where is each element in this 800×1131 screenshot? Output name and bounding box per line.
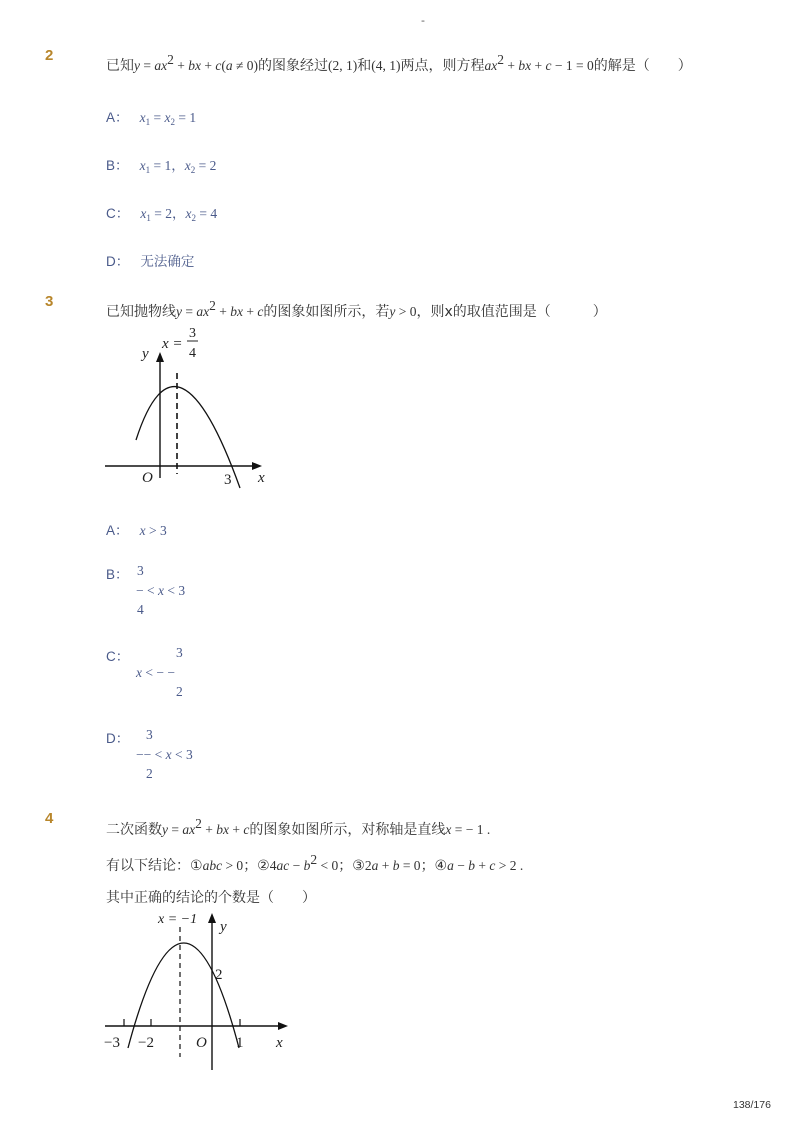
option-value: 无法确定 xyxy=(140,254,195,270)
option-b[interactable] xyxy=(106,154,216,175)
option-a[interactable] xyxy=(106,106,196,127)
option-value: − < x < 3 xyxy=(136,583,186,598)
page-number: 138/176 xyxy=(733,1099,771,1111)
option-value: $x_1 = x_2 = 1$ xyxy=(139,110,197,127)
stem-text: ；④ xyxy=(420,858,448,874)
fraction-denominator: 4 xyxy=(137,602,144,617)
stem-text: ；② xyxy=(243,858,270,874)
fraction-denominator: 2 xyxy=(176,684,183,699)
header-mark: - xyxy=(421,14,425,27)
x-tick-label: 1 xyxy=(236,1035,244,1051)
question-number: 4 xyxy=(45,810,54,827)
option-b[interactable] xyxy=(106,563,226,623)
stem-text: 的图象如图所示，对称轴是直线 xyxy=(249,822,446,838)
option-value: $x_1 = 1$，$x_2 = 2$ xyxy=(139,158,217,175)
option-value: x < − − xyxy=(136,665,175,680)
parabola-curve xyxy=(128,943,239,1048)
stem-text: 的图象如图所示，若 xyxy=(263,304,390,320)
x-axis-label: x xyxy=(258,470,265,486)
question-conclusions: 有以下结论：①abc > 0；②4ac − $b^2 < 0$；③2a + b = 0；④a − b + c > 2 . xyxy=(106,852,524,874)
math-expression: y xyxy=(134,58,140,73)
question-prompt: 其中正确的结论的个数是（ ） xyxy=(106,890,316,906)
parabola-figure xyxy=(100,318,280,498)
parabola-figure xyxy=(100,905,300,1075)
stem-text: ，则x的取值范围是（ ） xyxy=(416,304,607,320)
question-stem: 已知抛物线$y = ax^2$ + bx + c的图象如图所示，若y > 0，则x的取值范围是（ ） xyxy=(106,298,607,320)
axis-of-symmetry-label: x = xyxy=(162,336,183,352)
stem-text: 已知 xyxy=(106,58,134,74)
y-intercept-label: 2 xyxy=(215,967,223,983)
x-tick-label: −3 xyxy=(104,1035,120,1051)
option-label: C： xyxy=(106,206,130,221)
stem-text: 和 xyxy=(357,58,372,74)
x-axis-arrow xyxy=(278,1022,288,1030)
fraction-numerator: 3 xyxy=(176,645,183,660)
option-label: A： xyxy=(106,523,129,538)
stem-text: 的图象经过 xyxy=(258,58,329,74)
fraction-denominator: 4 xyxy=(189,346,196,361)
option-label: B： xyxy=(106,158,129,173)
y-axis-arrow xyxy=(208,913,216,923)
origin-label: O xyxy=(196,1035,207,1051)
origin-label: O xyxy=(142,470,153,486)
stem-text: 两点，则方程 xyxy=(400,58,485,74)
fraction-numerator: 3 xyxy=(189,326,196,341)
option-value: −− < x < 3 xyxy=(136,747,193,762)
x-tick-label: −2 xyxy=(138,1035,154,1051)
x-axis-label: x xyxy=(276,1035,283,1051)
question-number: 2 xyxy=(45,47,54,64)
option-d[interactable] xyxy=(106,727,236,787)
question-stem: 二次函数$y = ax^2$ + bx + c的图象如图所示，对称轴是直线x = − 1 . xyxy=(106,816,491,838)
option-label: D： xyxy=(106,254,130,269)
question-stem: 已知$y = ax^2$ + bx + c(a ≠ 0)的图象经过(2, 1)和(4, 1)两点，则方程$ax^2$ + bx + c − 1 = 0的解是（ ） xyxy=(106,52,692,74)
fraction-denominator: 2 xyxy=(146,766,153,781)
question-number: 3 xyxy=(45,293,54,310)
root-label: 3 xyxy=(224,472,232,488)
y-axis-arrow xyxy=(156,352,164,362)
stem-text: 有以下结论：① xyxy=(106,858,203,874)
axis-of-symmetry-label: x = −1 xyxy=(158,912,198,927)
fraction-numerator: 3 xyxy=(146,727,153,742)
stem-text: 已知抛物线 xyxy=(106,304,176,320)
stem-text: 的解是（ ） xyxy=(593,58,692,74)
option-value: $x_1 = 2$，$x_2 = 4$ xyxy=(140,206,218,223)
fraction-numerator: 3 xyxy=(137,563,144,578)
stem-text: ；③ xyxy=(338,858,365,874)
option-c[interactable] xyxy=(106,645,226,705)
option-label: C： xyxy=(106,649,130,664)
x-axis-arrow xyxy=(252,462,262,470)
option-a[interactable] xyxy=(106,519,167,539)
y-axis-label: y xyxy=(142,346,149,362)
y-axis-label: y xyxy=(220,919,227,935)
option-label: A： xyxy=(106,110,129,125)
option-c[interactable] xyxy=(106,202,217,223)
option-d[interactable] xyxy=(106,250,194,270)
stem-text: 二次函数 xyxy=(106,822,162,838)
option-label: D： xyxy=(106,731,130,746)
option-label: B： xyxy=(106,567,129,582)
option-value: x > 3 xyxy=(139,523,167,538)
